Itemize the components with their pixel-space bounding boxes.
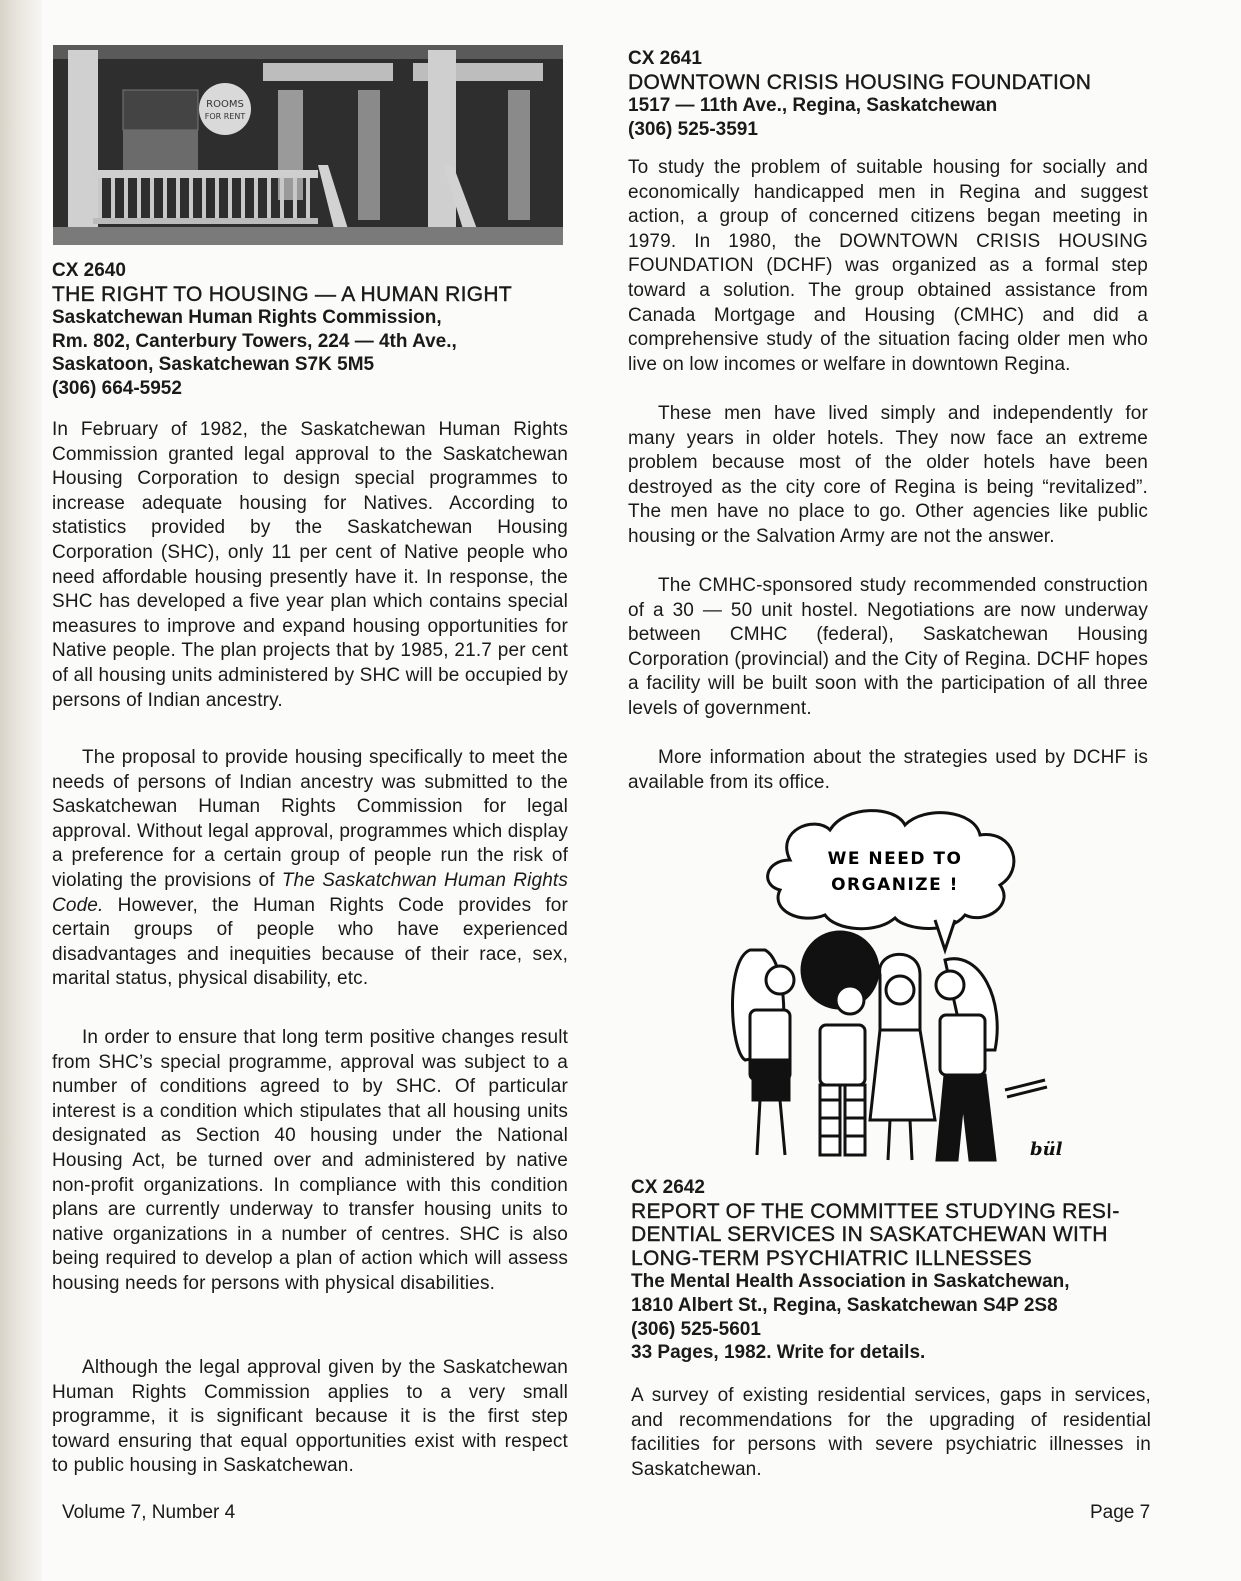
entry-title: DOWNTOWN CRISIS HOUSING FOUNDATION [628, 70, 1092, 94]
artist-signature: bül [1030, 1139, 1063, 1160]
entry-address-line1: Rm. 802, Canterbury Towers, 224 — 4th Ave., [52, 330, 457, 352]
entry-organization: Saskatchewan Human Rights Commission, [52, 307, 442, 329]
entry-organization: The Mental Health Association in Saskatchewan, [631, 1271, 1070, 1293]
article-paragraph: In order to ensure that long term positive changes result from SHC’s special programme, approval was subject to a number of conditions agreed to by SHC. Of particular interest is a condition which stipulates that all housing units designated as Section 40 housing under the National Housing Act, be turned over and administered by native non-profit organizations. In compliance with this condition plans are currently underway to transfer housing units to native organizations in a number of centres. SHC is also being required to develop a plan of action which will assess housing needs for persons with physical disabilities. [52, 1027, 568, 1294]
article-paragraph: A survey of existing residential services, gaps in services, and recommendations for the upgrading of residential facilities for persons with severe psychiatric illnesses in Saskatchewan. [631, 1385, 1151, 1480]
boarding-house-photo [53, 45, 563, 245]
article-paragraph: More information about the strategies used by DCHF is available from its office. [628, 747, 1148, 793]
entry-phone: (306) 664-5952 [52, 377, 182, 399]
entry-code: CX 2642 [631, 1177, 705, 1198]
organize-cartoon [705, 800, 1065, 1180]
entry-address: 1517 — 11th Ave., Regina, Saskatchewan [628, 95, 998, 117]
entry-code: CX 2641 [628, 48, 702, 69]
entry-title-line2: DENTIAL SERVICES IN SASKATCHEWAN WITH [631, 1223, 1108, 1247]
entry-phone: (306) 525-3591 [628, 118, 758, 140]
entry-details: 33 Pages, 1982. Write for details. [631, 1342, 926, 1364]
issue-volume: Volume 7, Number 4 [62, 1502, 236, 1523]
speech-text-line1: WE NEED TO [827, 849, 963, 869]
speech-text-line2: ORGANIZE ! [831, 875, 959, 895]
entry-address-line2: Saskatoon, Saskatchewan S7K 5M5 [52, 354, 375, 376]
entry-title: THE RIGHT TO HOUSING — A HUMAN RIGHT [52, 282, 513, 306]
article-paragraph: To study the problem of suitable housing for socially and economically handicapped men in Regina and suggest action, a group of concerned citizens began meeting in 1979. In 1980, the DOWNTOWN CRISIS HOUSING FOUNDATION (DCHF) was organized as a formal step toward a solution. The group obtained assistance from Canada Mortgage and Housing (CMHC) and did a comprehensive study of the situation facing older men who live on low incomes or welfare in downtown Regina. [628, 157, 1148, 375]
entry-address: 1810 Albert St., Regina, Saskatchewan S4P 2S8 [631, 1294, 1058, 1316]
entry-code: CX 2640 [52, 260, 126, 281]
page-number: Page 7 [1090, 1502, 1151, 1523]
entry-cx2640-header [52, 259, 512, 401]
svg-text:FOR RENT: FOR RENT [204, 112, 246, 121]
entry-cx2642-header [631, 1176, 1120, 1365]
page-binding-edge [0, 0, 42, 1581]
entry-phone: (306) 525-5601 [631, 1318, 761, 1340]
article-paragraph [52, 746, 568, 992]
article-paragraph: Although the legal approval given by the Saskatchewan Human Rights Commission applies to a very small programme, it is significant because it is the first step toward ensuring that equal opportunities exist with respect to public housing in Saskatchewan. [52, 1357, 568, 1477]
article-paragraph: In February of 1982, the Saskatchewan Human Rights Commission granted legal approval to the Saskatchewan Housing Corporation to design special programmes to increase adequate housing for Natives. According to statistics provided by the Saskatchewan Housing Corporation (SHC), only 11 per cent of Native people who need affordable housing presently have it. In response, the SHC has developed a five year plan which contains special measures to improve and expand housing opportunities for Native people. The plan projects that by 1985, 21.7 per cent of all housing units administered by SHC will be occupied by persons of Indian ancestry. [52, 419, 568, 711]
article-paragraph: These men have lived simply and independently for many years in older hotels. They now face an extreme problem because most of the older hotels have been destroyed as the city core of Regina is being “revitalized”. The men have no place to go. Other agencies like public housing or the Salvation Army are not the answer. [628, 403, 1148, 547]
svg-text:ROOMS: ROOMS [206, 99, 244, 110]
article-paragraph: The CMHC-sponsored study recommended construction of a 30 — 50 unit hostel. Negotiations are now underway between CMHC (federal), Saskatchewan Housing Corporation (provincial) and the City of Regina. DCHF hopes a facility will be built soon with the participation of all three levels of government. [628, 575, 1148, 719]
paragraph-text: However, the Human Rights Code provides for certain groups of people who have experienced disadvantages and inequities because of their race, sex, marital status, physical disability, etc. [52, 894, 568, 990]
entry-title-line3: LONG-TERM PSYCHIATRIC ILLNESSES [631, 1246, 1032, 1270]
striped-pants [820, 1085, 865, 1155]
code-title-italic: The Saskatchwan Human Rights Code. [52, 869, 568, 916]
women-figures [733, 932, 1048, 1160]
entry-cx2641-header [628, 47, 1091, 141]
entry-title-line1: REPORT OF THE COMMITTEE STUDYING RESI- [631, 1199, 1120, 1223]
paragraph-text: The proposal to provide housing specifically to meet the needs of persons of Indian ancestry was submitted to the Saskatchewan Human Rights Commission for legal approval. Without legal approval, programmes which display a preference for a certain group of people run the risk of violating the provisions of [52, 747, 568, 891]
